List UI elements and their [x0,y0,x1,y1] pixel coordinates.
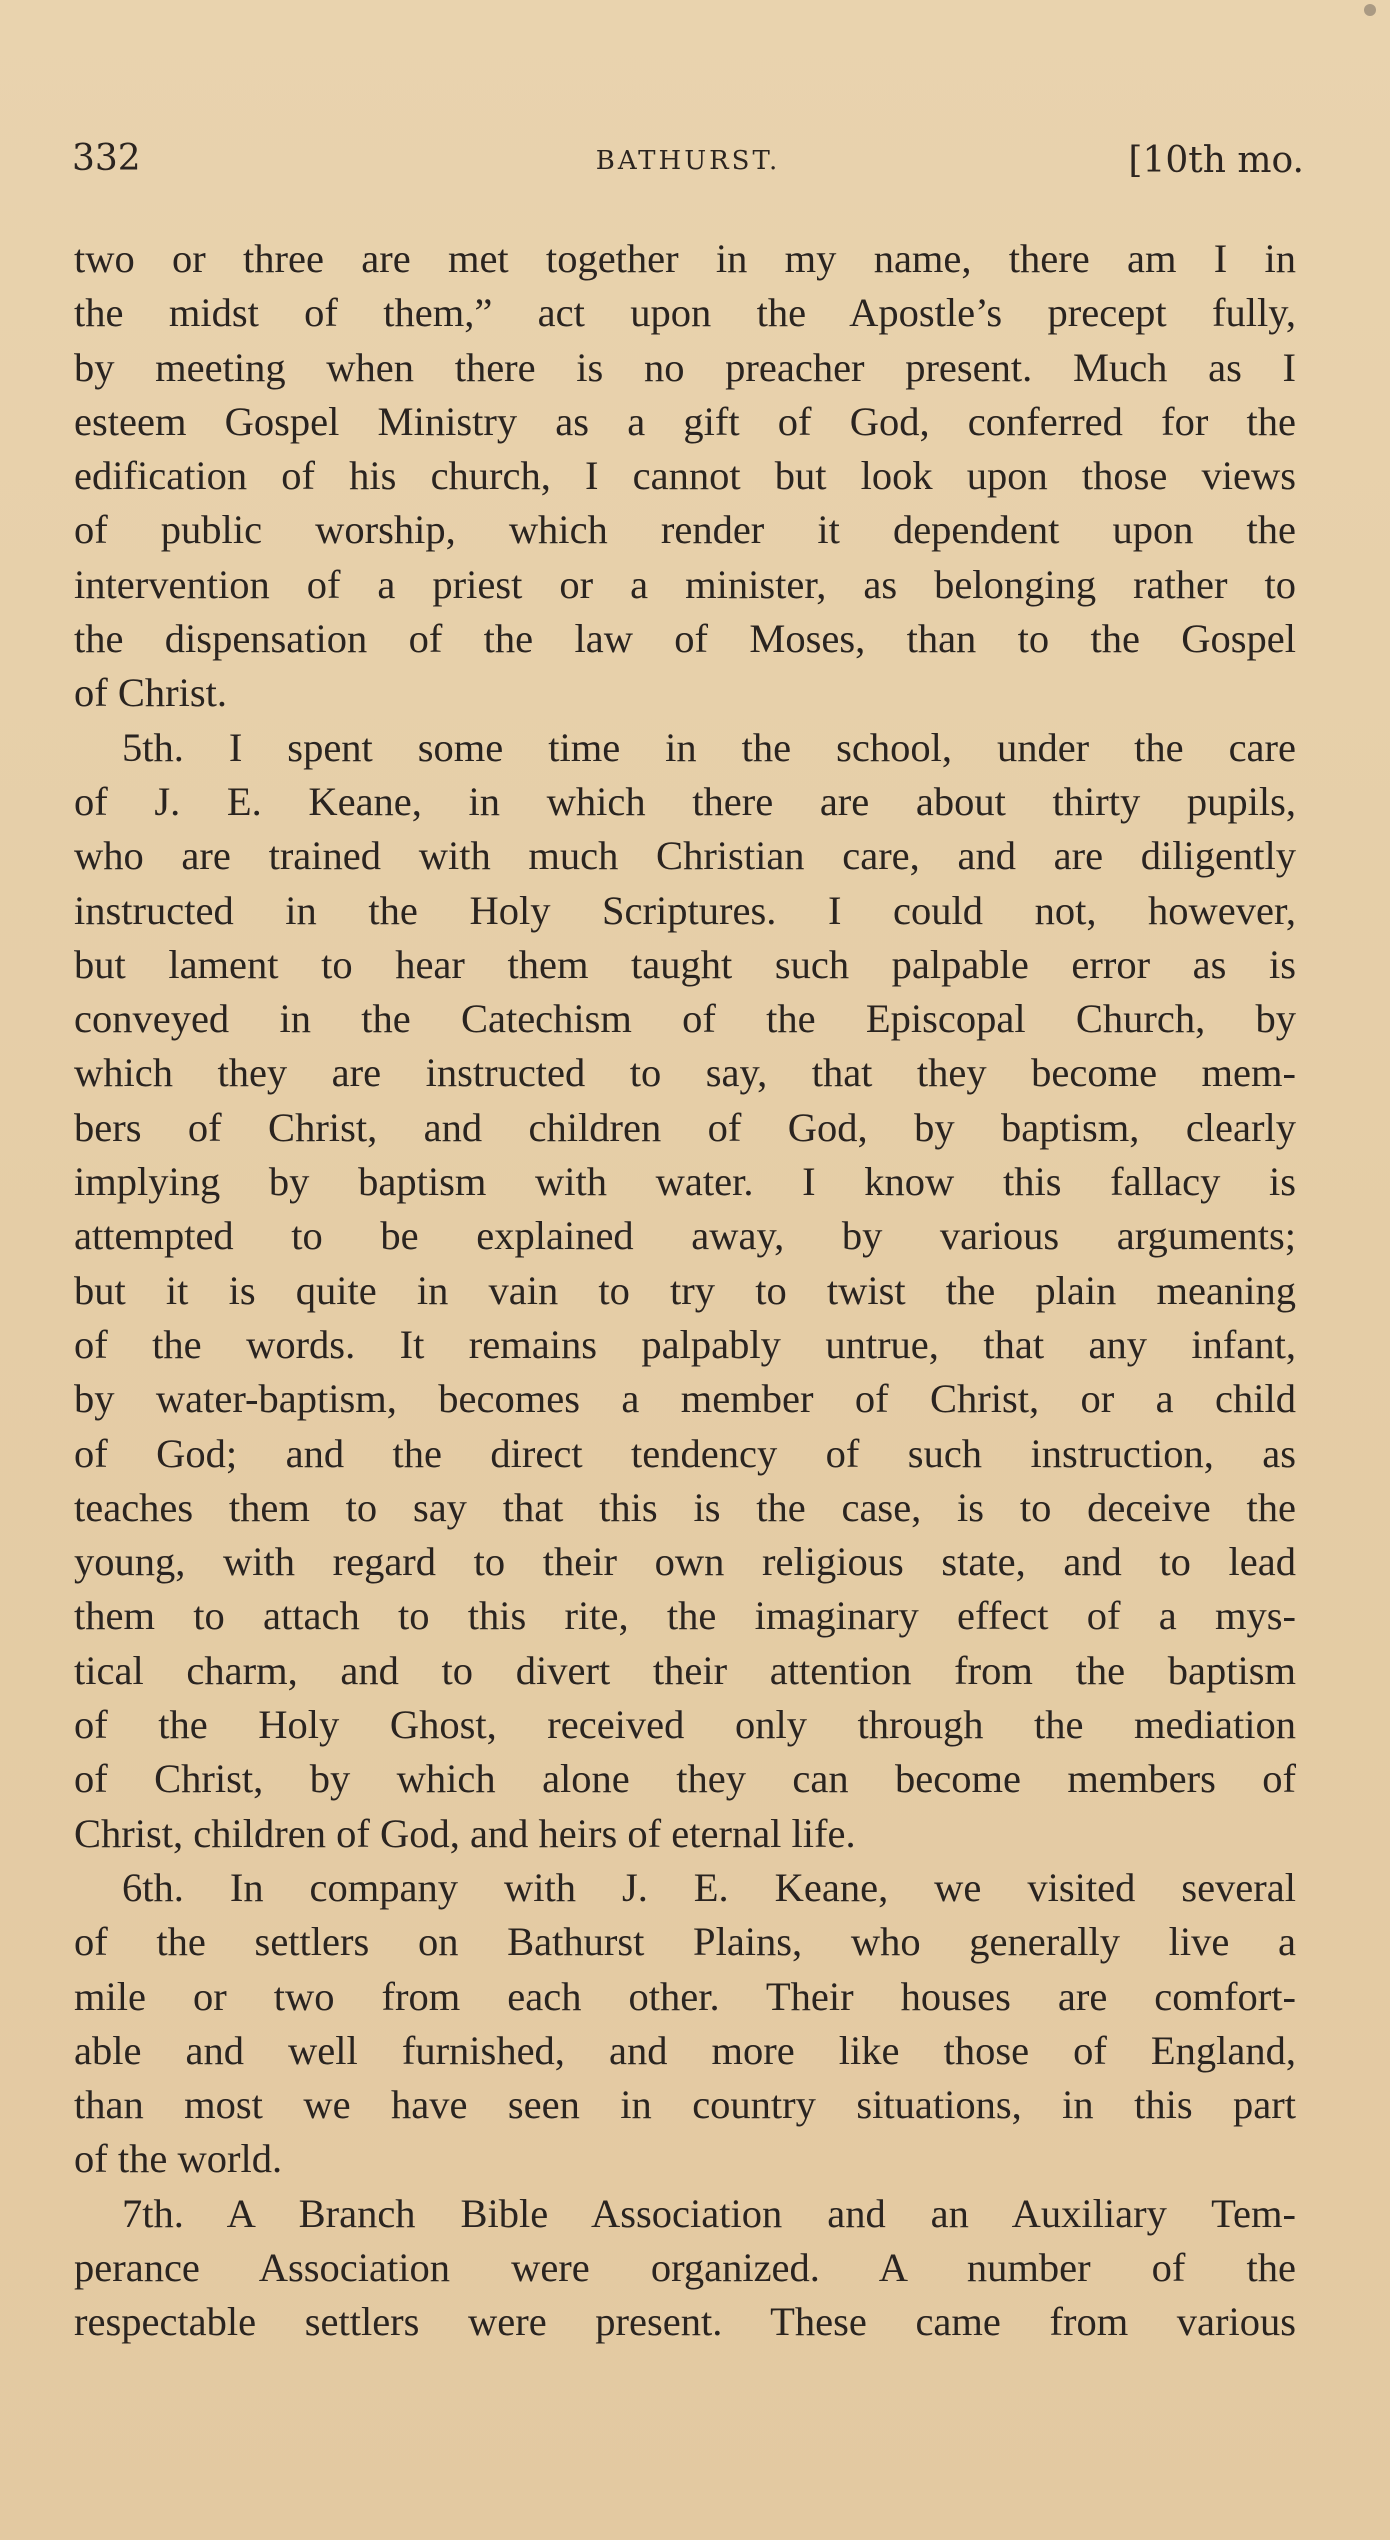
text-line: Christ, children of God, and heirs of eternal life. [74,1810,856,1856]
text-line: 5th. I spent some time in the school, under the care [122,724,1296,770]
page-number: 332 [72,138,141,179]
text-line: able and well furnished, and more like those of England, [74,2027,1296,2073]
text-line: 6th. In company with J. E. Keane, we visited several [122,1864,1296,1910]
text-line: of Christ, by which alone they can become members of [74,1756,1296,1802]
text-line: the midst of them,” act upon the Apostle’s precept fully, [74,290,1296,336]
text-line: of Christ. [74,670,228,716]
text-line: 7th. A Branch Bible Association and an Auxiliary Tem- [122,2190,1296,2236]
text-line: than most we have seen in country situations, in this part [74,2082,1296,2128]
text-line: by meeting when there is no preacher present. Much as I [74,344,1296,390]
text-line: but it is quite in vain to try to twist the plain meaning [74,1267,1296,1313]
text-line: two or three are met together in my name, there am I in [74,236,1296,281]
text-line: respectable settlers were present. These came from various [74,2299,1296,2345]
text-line: them to attach to this rite, the imaginary effect of a mys- [74,1593,1296,1639]
text-line: perance Association were organized. A number of the [74,2244,1296,2290]
text-line: young, with regard to their own religious state, and to lead [74,1539,1296,1585]
text-line: intervention of a priest or a minister, as belonging rather to [74,561,1296,607]
running-title: BATHURST. [595,146,781,176]
text-line: mile or two from each other. Their houses are comfort- [74,1973,1296,2019]
text-line: esteem Gospel Ministry as a gift of God, conferred for the [74,398,1296,444]
text-line: of the settlers on Bathurst Plains, who generally live a [74,1919,1296,1965]
text-line: of the world. [74,2136,283,2182]
page-header [72,138,1304,198]
text-line: of God; and the direct tendency of such instruction, as [74,1430,1296,1476]
text-line: the dispensation of the law of Moses, than to the Gospel [74,616,1296,662]
text-line: of J. E. Keane, in which there are about thirty pupils, [74,778,1296,824]
text-line: edification of his church, I cannot but look upon those views [74,453,1296,499]
text-line: of the Holy Ghost, received only through the mediation [74,1702,1296,1748]
date-note: [10th mo. [1128,140,1304,181]
text-line: bers of Christ, and children of God, by baptism, clearly [74,1104,1296,1150]
text-line: but lament to hear them taught such palpable error as is [74,941,1296,987]
text-line: of the words. It remains palpably untrue, that any infant, [74,1321,1296,1367]
text-line: attempted to be explained away, by various arguments; [74,1213,1296,1259]
body-text [74,232,1296,2350]
text-line: which they are instructed to say, that they become mem- [74,1050,1296,1096]
text-line: of public worship, which render it dependent upon the [74,507,1296,553]
text-line: instructed in the Holy Scriptures. I could not, however, [74,887,1296,933]
text-line: who are trained with much Christian care, and are diligently [74,833,1296,879]
text-line: implying by baptism with water. I know this fallacy is [74,1159,1296,1205]
ink-speck [1364,4,1376,16]
text-line: tical charm, and to divert their attention from the baptism [74,1647,1296,1693]
text-line: by water-baptism, becomes a member of Christ, or a child [74,1376,1296,1422]
text-line: teaches them to say that this is the case, is to deceive the [74,1484,1296,1530]
text-line: conveyed in the Catechism of the Episcopal Church, by [74,996,1296,1042]
